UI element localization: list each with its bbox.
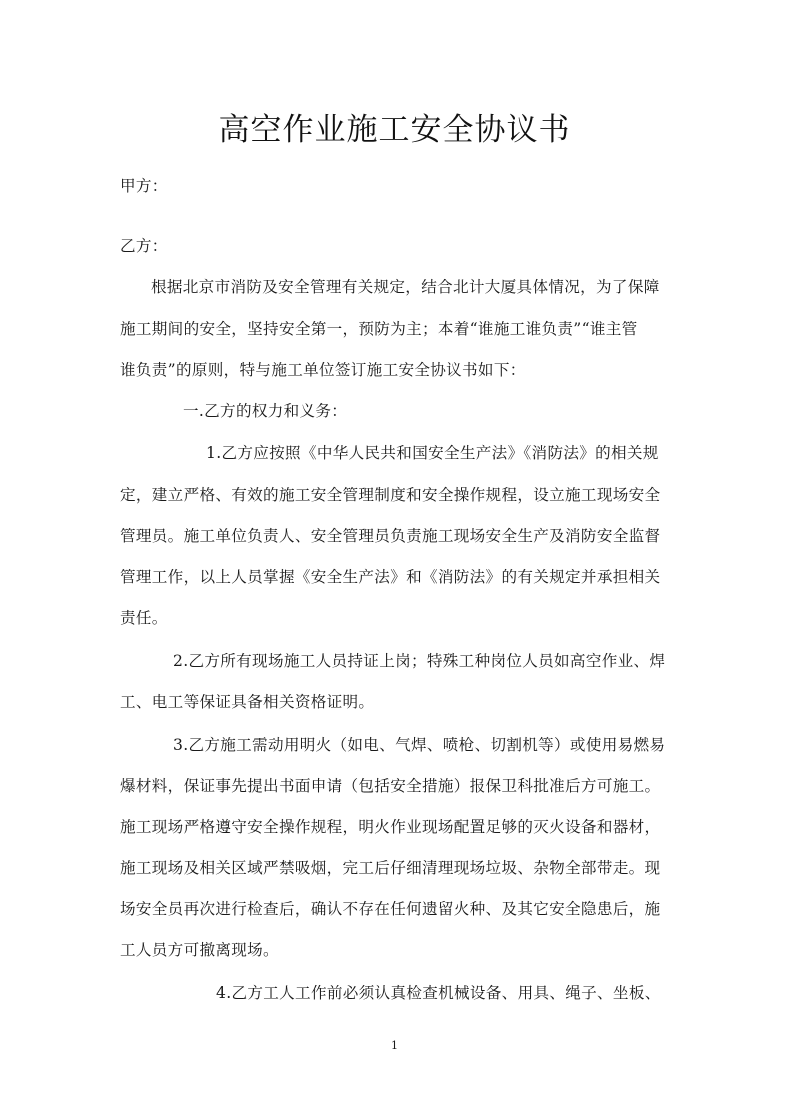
paragraph-line: 工、电工等保证具备相关资格证明。 xyxy=(120,693,375,711)
paragraph-line: 爆材料，保证事先提出书面申请（包括安全措施）报保卫科批准后方可施工。 xyxy=(120,777,661,795)
paragraph-line: 责任。 xyxy=(120,609,168,627)
paragraph-line: 场安全员再次进行检查后，确认不存在任何遗留火种、及其它安全隐患后，施 xyxy=(120,900,661,918)
paragraph-line: 4.乙方工人工作前必须认真检查机械设备、用具、绳子、坐板、 xyxy=(216,984,661,1002)
paragraph-line: 谁负责”的原则，特与施工单位签订施工安全协议书如下： xyxy=(120,361,526,379)
paragraph-line: 根据北京市消防及安全管理有关规定，结合北计大厦具体情况，为了保障 xyxy=(151,278,660,296)
page-number: 1 xyxy=(391,1039,398,1052)
paragraph-line: 工人员方可撤离现场。 xyxy=(120,941,279,959)
paragraph-line: 1.乙方应按照《中华人民共和国安全生产法》《消防法》的相关规 xyxy=(206,444,659,462)
paragraph-line: 施工现场及相关区域严禁吸烟，完工后仔细清理现场垃圾、杂物全部带走。现 xyxy=(120,859,661,877)
paragraph-line: 3.乙方施工需动用明火（如电、气焊、喷枪、切割机等）或使用易燃易 xyxy=(173,736,666,754)
document-title: 高空作业施工安全协议书 xyxy=(218,112,571,148)
paragraph-line: 定，建立严格、有效的施工安全管理制度和安全操作规程，设立施工现场安全 xyxy=(120,486,661,504)
paragraph-line: 2.乙方所有现场施工人员持证上岗；特殊工种岗位人员如高空作业、焊 xyxy=(173,652,666,670)
paragraph-line: 管理员。施工单位负责人、安全管理员负责施工现场安全生产及消防安全监督 xyxy=(120,527,661,545)
paragraph-line: 施工期间的安全，坚持安全第一，预防为主；本着“谁施工谁负责”“谁主管 xyxy=(120,320,638,338)
party-a-label: 甲方： xyxy=(120,177,168,195)
section-heading: 一.乙方的权力和义务： xyxy=(183,402,348,420)
paragraph-line: 施工现场严格遵守安全操作规程，明火作业现场配置足够的灭火设备和器材， xyxy=(120,818,661,836)
paragraph-line: 管理工作，以上人员掌握《安全生产法》和《消防法》的有关规定并承担相关 xyxy=(120,568,661,586)
party-b-label: 乙方： xyxy=(120,237,168,255)
